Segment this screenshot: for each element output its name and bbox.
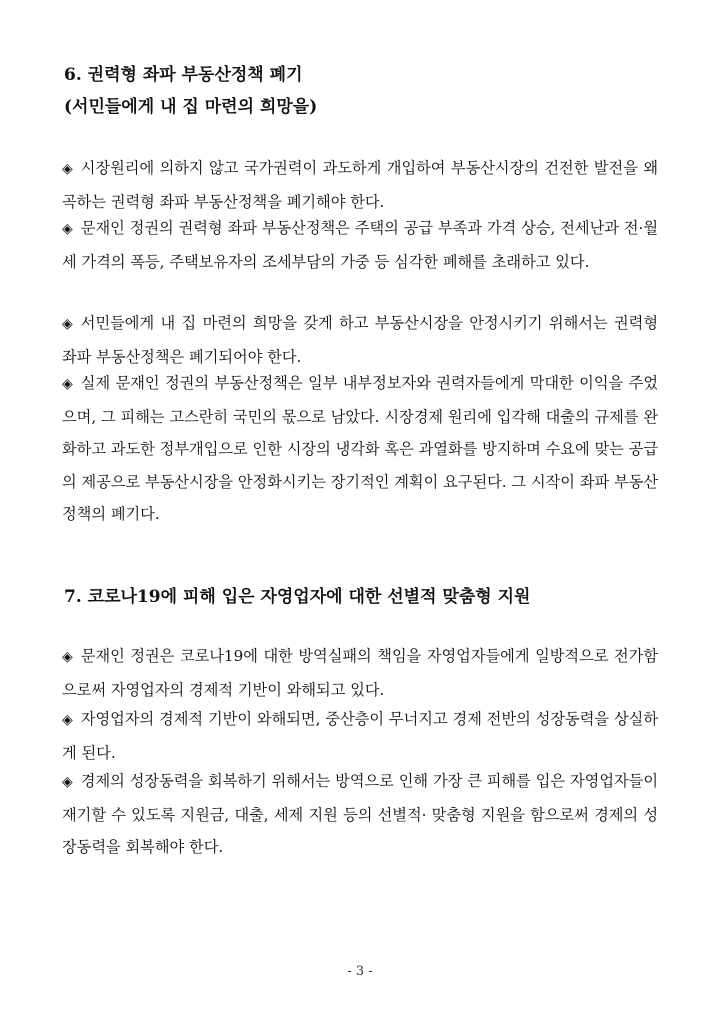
paragraph-text: 경제의 성장동력을 회복하기 위해서는 방역으로 인해 가장 큰 피해를 입은 자영업자들이 재기할 수 있도록 지원금, 대출, 세제 지원 등의 선별적· 맞춤형 지원을 함으로써 경제의 성장동력을 회복해야 한다. [62, 772, 658, 856]
section-6-paragraph-2 [62, 212, 658, 278]
diamond-bullet-icon: ◈ [62, 649, 73, 665]
paragraph-text: 실제 문재인 정권의 부동산정책은 일부 내부정보자와 권력자들에게 막대한 이익을 주었으며, 그 피해는 고스란히 국민의 몫으로 남았다. 시장경제 원리에 입각해 대출의 규제를 완화하고 과도한 정부개입으로 인한 시장의 냉각화 혹은 과열화를 방지하며 수요에 맞는 공급의 제공으로 부동산시장을 안정화시키는 장기적인 계획이 요구된다. 그 시작이 좌파 부동산정책의 폐기다. [62, 374, 658, 523]
section-6-paragraph-3 [62, 307, 658, 373]
diamond-bullet-icon: ◈ [62, 316, 73, 332]
section-7-paragraph-1 [62, 640, 658, 706]
diamond-bullet-icon: ◈ [62, 376, 73, 392]
section-7-paragraph-3 [62, 765, 658, 864]
section-6-paragraph-4 [62, 367, 658, 531]
section-7-heading: 7. 코로나19에 피해 입은 자영업자에 대한 선별적 맞춤형 지원 [64, 587, 531, 607]
paragraph-text: 시장원리에 의하지 않고 국가권력이 과도하게 개입하여 부동산시장의 건전한 발전을 왜곡하는 권력형 좌파 부동산정책을 폐기해야 한다. [62, 159, 658, 211]
section-6-heading: 6. 권력형 좌파 부동산정책 폐기 [64, 65, 303, 85]
section-7-paragraph-2 [62, 703, 658, 769]
paragraph-text: 문재인 정권은 코로나19에 대한 방역실패의 책임을 자영업자들에게 일방적으로 전가함으로써 자영업자의 경제적 기반이 와해되고 있다. [62, 647, 658, 699]
paragraph-text: 서민들에게 내 집 마련의 희망을 갖게 하고 부동산시장을 안정시키기 위해서는 권력형 좌파 부동산정책은 폐기되어야 한다. [62, 314, 658, 366]
section-6-subheading: (서민들에게 내 집 마련의 희망을) [64, 97, 318, 117]
page-number: - 3 - [347, 964, 373, 979]
diamond-bullet-icon: ◈ [62, 774, 73, 790]
diamond-bullet-icon: ◈ [62, 161, 73, 177]
section-6-paragraph-1 [62, 152, 658, 218]
paragraph-text: 자영업자의 경제적 기반이 와해되면, 중산층이 무너지고 경제 전반의 성장동력을 상실하게 된다. [62, 710, 658, 762]
paragraph-text: 문재인 정권의 권력형 좌파 부동산정책은 주택의 공급 부족과 가격 상승, 전세난과 전·월세 가격의 폭등, 주택보유자의 조세부담의 가중 등 심각한 폐해를 초래하고 있다. [62, 219, 658, 271]
diamond-bullet-icon: ◈ [62, 712, 73, 728]
diamond-bullet-icon: ◈ [62, 221, 73, 237]
